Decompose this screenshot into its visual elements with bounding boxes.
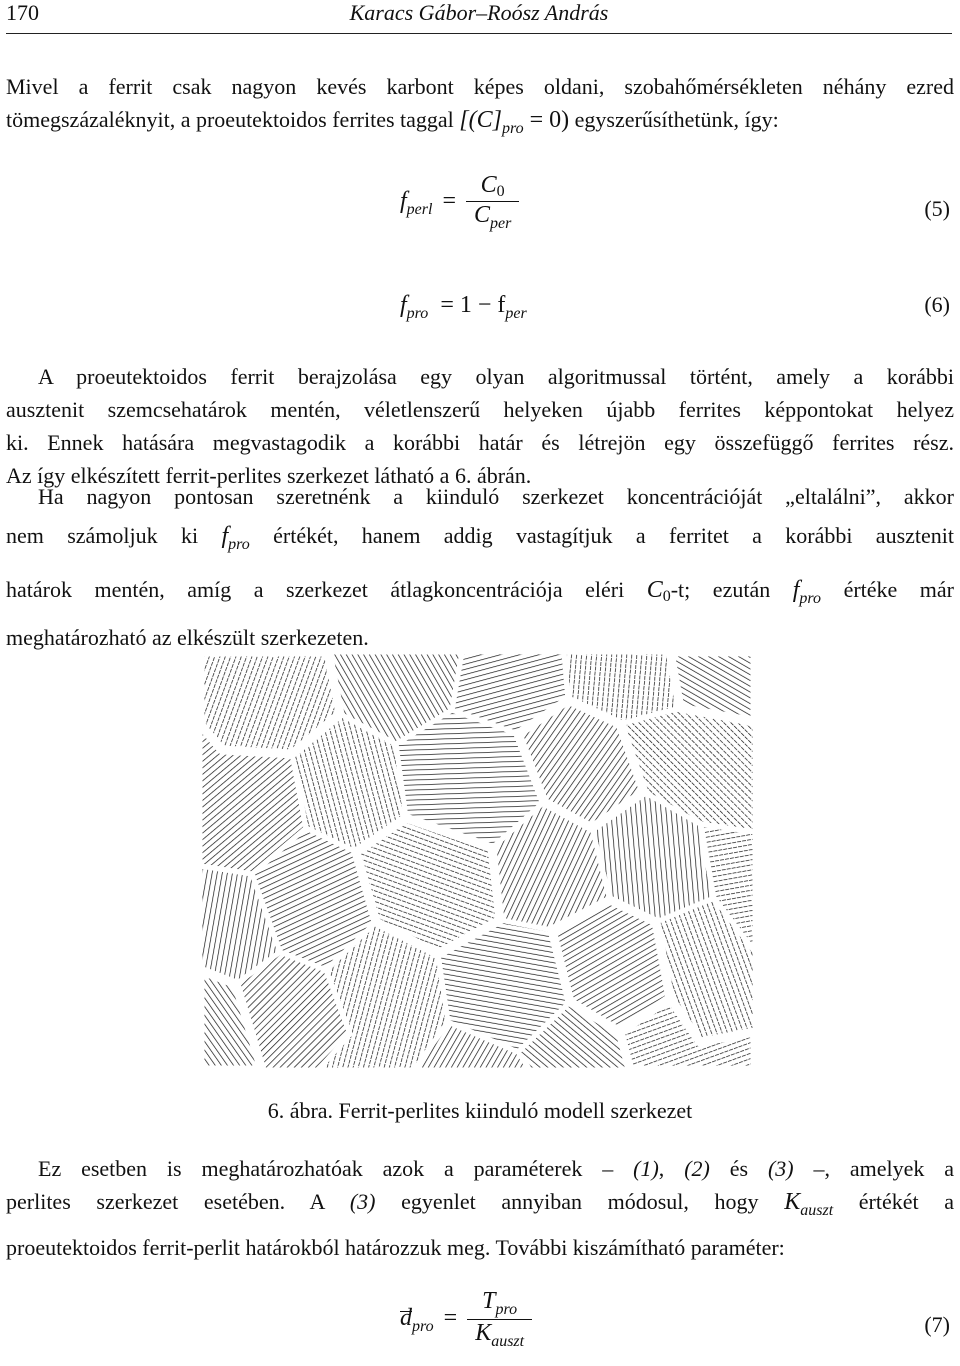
page-number: 170 (6, 0, 39, 25)
overline-bar (400, 1311, 412, 1312)
header-rule (6, 33, 952, 34)
para4-line-2: perlites szerkezet esetében. A (3) egyenlet annyiban módosul, hogy $K_{auszt}$ értékét a (6, 1189, 955, 1219)
para3-line-3: határok mentén, amíg a szerkezet átlagkoncentrációja eléri $C_0-t$; ezután $f_{pro}$ értéke már (6, 577, 955, 607)
intro-line-1: Mivel a ferrit csak nagyon kevés karbont képes oldani, szobahőmérsékleten néhány ezred (6, 74, 954, 99)
page-header (6, 0, 952, 32)
figure-caption: 6. ábra. Ferrit-perlites kiinduló modell szerkezet (267, 1098, 693, 1123)
intro-line-2: tömegszázaléknyit, a proeutektoidos ferrites taggal $[(C]_{pro} = 0)$ egyszerűsíthetünk, így: (6, 107, 779, 137)
equation-6: $f_{pro} = 1 - f_{per}$ (400, 292, 527, 322)
para2-line-1: A proeutektoidos ferrit berajzolása egy olyan algoritmussal történt, amely a korábbi (38, 364, 954, 389)
para2-line-3: ki. Ennek hatására megvastagodik a korábbi határ és létrejön egy összefüggő ferrites rész. (6, 430, 954, 455)
equation-7-number: (7) (924, 1312, 950, 1337)
para2-line-4: Az így elkészített ferrit-perlites szerkezet látható a 6. ábrán. (6, 463, 532, 488)
eq7-fraction: $\frac{T_{pro}}{K_{auszt}}$ (467, 1288, 532, 1351)
para4-line-3: proeutektoidos ferrit-perlit határokból határozzuk meg. További kiszámítható paraméter: (6, 1235, 785, 1260)
equation-5: $f_{perl}$ = $\frac{C_0}{C_{per}}$ (400, 172, 519, 233)
paragraph-2 (6, 360, 954, 492)
para3-line-1: Ha nagyon pontosan szeretnénk a kiinduló szerkezet koncentrációját „eltalálni”, akkor (38, 484, 954, 509)
para3-line-2: nem számoljuk ki $f_{pro}$ értékét, hanem addig vastagítjuk a ferritet a korábbi ausztenit (6, 523, 955, 553)
para4-line-1: Ez esetben is meghatározhatóak azok a paraméterek – (1), (2) és (3) –, amelyek a (38, 1156, 955, 1181)
paragraph-3 (6, 480, 954, 654)
equation-5-number: (5) (924, 196, 950, 221)
intro-paragraph (6, 70, 954, 145)
paragraph-4 (6, 1152, 954, 1264)
ferrite-pearlite-structure-figure (200, 652, 755, 1070)
para3-line-4: meghatározható az elkészült szerkezeten. (6, 625, 369, 650)
eq5-fraction: $\frac{C_0}{C_{per}}$ (466, 172, 519, 233)
microstructure-image (200, 652, 755, 1070)
para2-line-2: ausztenit szemcsehatárok mentén, véletlenszerű helyeken újabb ferrites képpontokat helyez (6, 397, 954, 422)
equation-7: $d_{pro}$ = $\frac{T_{pro}}{K_{auszt}}$ (400, 1288, 532, 1351)
running-head-authors: Karacs Gábor–Roósz András (349, 0, 609, 25)
equation-6-number: (6) (924, 292, 950, 317)
